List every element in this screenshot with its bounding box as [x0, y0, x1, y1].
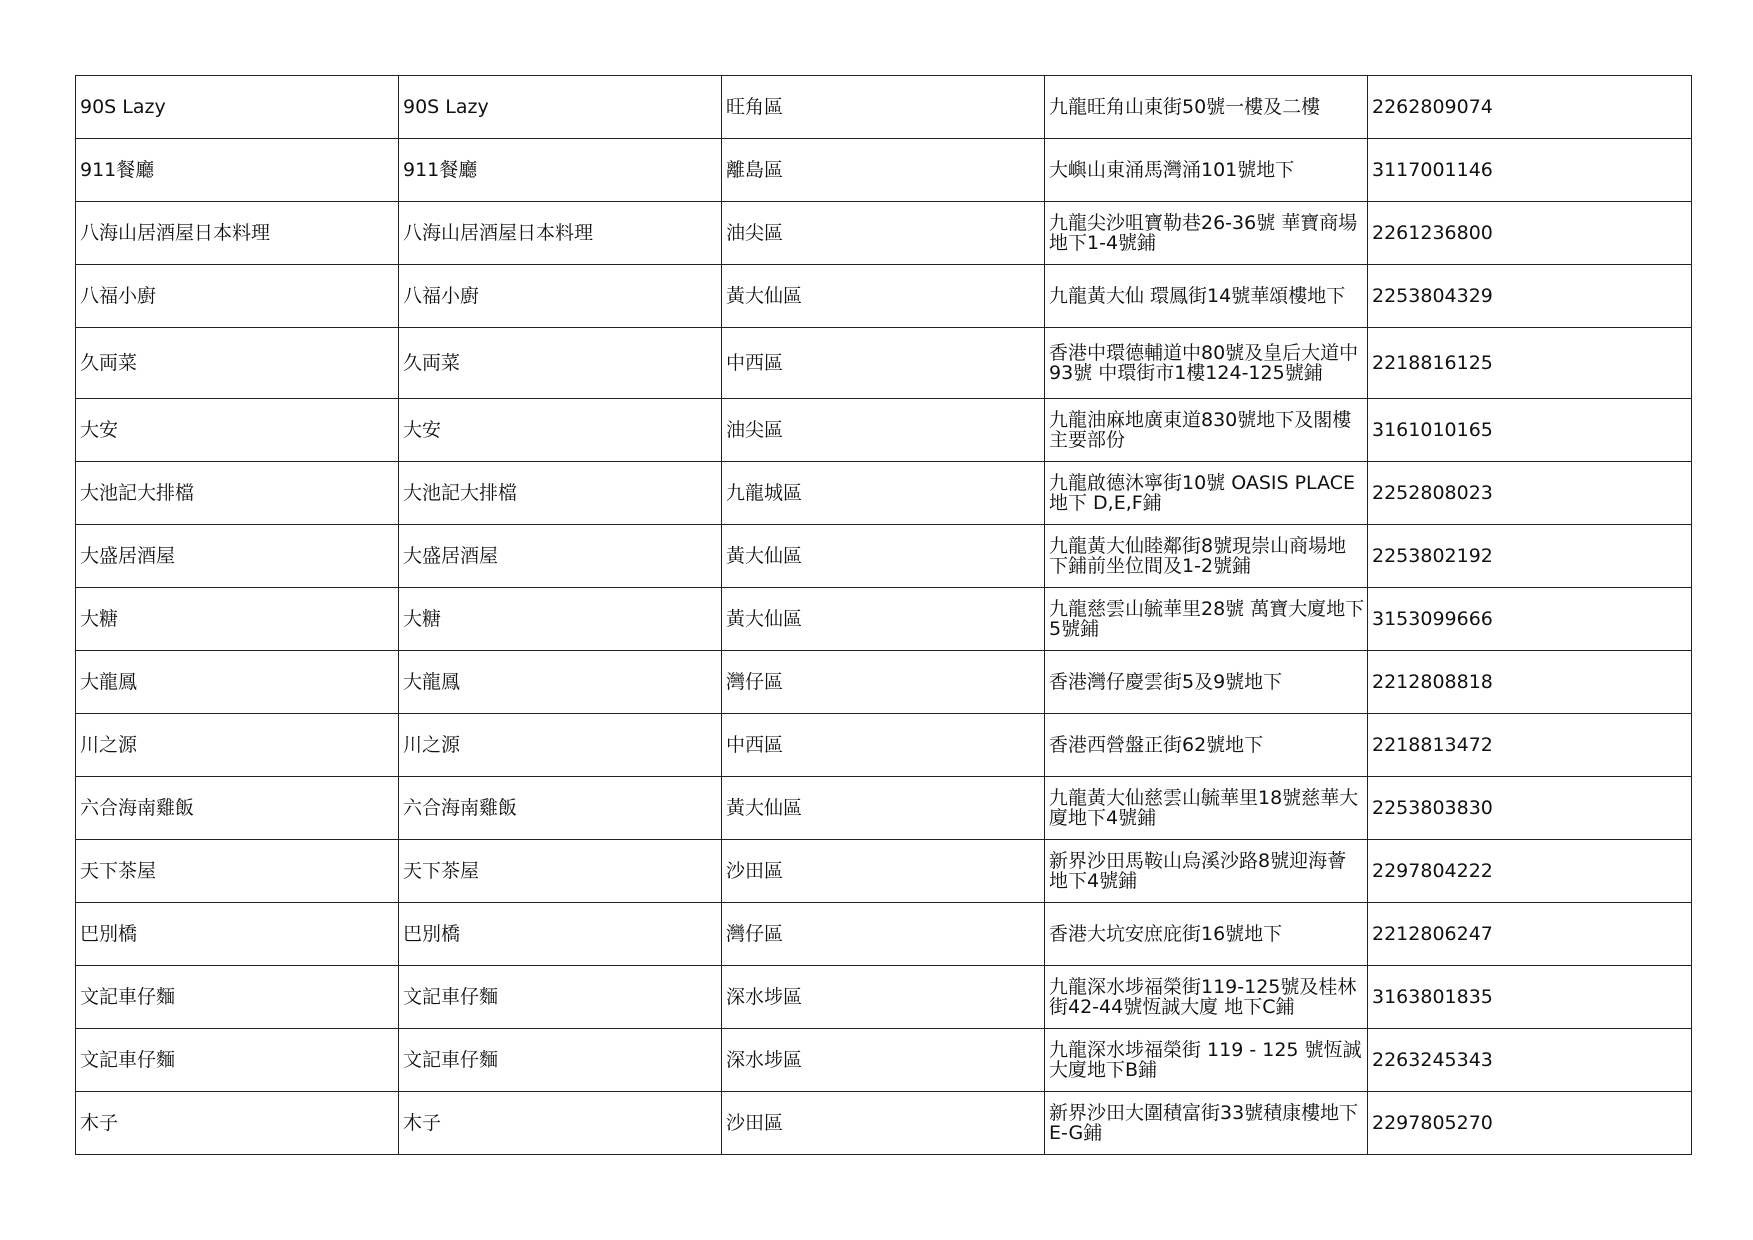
district-cell: 油尖區	[722, 202, 1045, 265]
table-row	[76, 1092, 1692, 1155]
restaurant-name-cell: 巴別橋	[76, 903, 399, 966]
table-row	[76, 903, 1692, 966]
phone-cell: 2297804222	[1368, 840, 1692, 903]
restaurant-name-cell: 文記車仔麵	[76, 966, 399, 1029]
restaurant-name-alt-cell: 天下茶屋	[399, 840, 722, 903]
table-row	[76, 777, 1692, 840]
restaurant-name-alt-cell: 木子	[399, 1092, 722, 1155]
restaurant-name-cell: 川之源	[76, 714, 399, 777]
address-cell: 九龍旺角山東街50號一樓及二樓	[1045, 76, 1368, 139]
restaurant-name-cell: 木子	[76, 1092, 399, 1155]
restaurant-name-alt-cell: 大龍鳳	[399, 651, 722, 714]
district-cell: 灣仔區	[722, 651, 1045, 714]
table-row	[76, 1029, 1692, 1092]
restaurant-name-cell: 六合海南雞飯	[76, 777, 399, 840]
address-cell: 九龍黃大仙 環鳳街14號華頌樓地下	[1045, 265, 1368, 328]
district-cell: 中西區	[722, 714, 1045, 777]
district-cell: 黃大仙區	[722, 777, 1045, 840]
restaurant-name-cell: 八海山居酒屋日本料理	[76, 202, 399, 265]
table-row	[76, 202, 1692, 265]
phone-cell: 2253804329	[1368, 265, 1692, 328]
restaurant-name-cell: 90S Lazy	[76, 76, 399, 139]
district-cell: 沙田區	[722, 840, 1045, 903]
phone-cell: 3163801835	[1368, 966, 1692, 1029]
restaurant-name-alt-cell: 大安	[399, 399, 722, 462]
phone-cell: 2297805270	[1368, 1092, 1692, 1155]
restaurant-table	[75, 75, 1692, 1155]
phone-cell: 3161010165	[1368, 399, 1692, 462]
phone-cell: 2263245343	[1368, 1029, 1692, 1092]
table-row	[76, 328, 1692, 399]
restaurant-name-alt-cell: 90S Lazy	[399, 76, 722, 139]
phone-cell: 2262809074	[1368, 76, 1692, 139]
restaurant-name-cell: 天下茶屋	[76, 840, 399, 903]
address-cell: 香港西營盤正街62號地下	[1045, 714, 1368, 777]
restaurant-name-cell: 久両菜	[76, 328, 399, 399]
table-row	[76, 840, 1692, 903]
restaurant-name-cell: 大安	[76, 399, 399, 462]
restaurant-name-alt-cell: 大盛居酒屋	[399, 525, 722, 588]
district-cell: 中西區	[722, 328, 1045, 399]
table-body	[76, 76, 1692, 1155]
table-row	[76, 76, 1692, 139]
table-row	[76, 399, 1692, 462]
restaurant-name-cell: 大池記大排檔	[76, 462, 399, 525]
restaurant-name-alt-cell: 巴別橋	[399, 903, 722, 966]
phone-cell: 2212806247	[1368, 903, 1692, 966]
district-cell: 灣仔區	[722, 903, 1045, 966]
address-cell: 新界沙田大圍積富街33號積康樓地下E-G鋪	[1045, 1092, 1368, 1155]
address-cell: 九龍慈雲山毓華里28號 萬寶大廈地下5號鋪	[1045, 588, 1368, 651]
address-cell: 香港中環德輔道中80號及皇后大道中93號 中環街市1樓124-125號鋪	[1045, 328, 1368, 399]
restaurant-name-alt-cell: 大池記大排檔	[399, 462, 722, 525]
restaurant-name-alt-cell: 八福小廚	[399, 265, 722, 328]
restaurant-name-cell: 911餐廳	[76, 139, 399, 202]
district-cell: 沙田區	[722, 1092, 1045, 1155]
table-row	[76, 462, 1692, 525]
district-cell: 黃大仙區	[722, 265, 1045, 328]
district-cell: 油尖區	[722, 399, 1045, 462]
district-cell: 深水埗區	[722, 966, 1045, 1029]
restaurant-name-alt-cell: 川之源	[399, 714, 722, 777]
address-cell: 九龍啟德沐寧街10號 OASIS PLACE地下 D,E,F鋪	[1045, 462, 1368, 525]
district-cell: 旺角區	[722, 76, 1045, 139]
district-cell: 九龍城區	[722, 462, 1045, 525]
table-row	[76, 714, 1692, 777]
table-row	[76, 966, 1692, 1029]
district-cell: 黃大仙區	[722, 525, 1045, 588]
phone-cell: 2261236800	[1368, 202, 1692, 265]
table-row	[76, 525, 1692, 588]
restaurant-name-alt-cell: 大糖	[399, 588, 722, 651]
address-cell: 九龍油麻地廣東道830號地下及閣樓主要部份	[1045, 399, 1368, 462]
address-cell: 九龍黃大仙慈雲山毓華里18號慈華大廈地下4號鋪	[1045, 777, 1368, 840]
restaurant-name-alt-cell: 文記車仔麵	[399, 1029, 722, 1092]
phone-cell: 2252808023	[1368, 462, 1692, 525]
restaurant-name-cell: 八福小廚	[76, 265, 399, 328]
district-cell: 離島區	[722, 139, 1045, 202]
district-cell: 黃大仙區	[722, 588, 1045, 651]
table-row	[76, 588, 1692, 651]
address-cell: 新界沙田馬鞍山烏溪沙路8號迎海薈地下4號鋪	[1045, 840, 1368, 903]
restaurant-name-alt-cell: 文記車仔麵	[399, 966, 722, 1029]
address-cell: 香港大坑安庶庇街16號地下	[1045, 903, 1368, 966]
phone-cell: 2253803830	[1368, 777, 1692, 840]
phone-cell: 2212808818	[1368, 651, 1692, 714]
restaurant-name-cell: 大龍鳳	[76, 651, 399, 714]
address-cell: 九龍深水埗福榮街 119 - 125 號恆誠大廈地下B鋪	[1045, 1029, 1368, 1092]
restaurant-name-alt-cell: 久両菜	[399, 328, 722, 399]
table-row	[76, 265, 1692, 328]
restaurant-name-cell: 大盛居酒屋	[76, 525, 399, 588]
address-cell: 大嶼山東涌馬灣涌101號地下	[1045, 139, 1368, 202]
phone-cell: 3153099666	[1368, 588, 1692, 651]
district-cell: 深水埗區	[722, 1029, 1045, 1092]
restaurant-name-alt-cell: 六合海南雞飯	[399, 777, 722, 840]
address-cell: 九龍黃大仙睦鄰街8號現崇山商場地下鋪前坐位間及1-2號鋪	[1045, 525, 1368, 588]
phone-cell: 2218813472	[1368, 714, 1692, 777]
restaurant-name-alt-cell: 911餐廳	[399, 139, 722, 202]
address-cell: 九龍尖沙咀寶勒巷26-36號 華寶商場地下1-4號鋪	[1045, 202, 1368, 265]
table-row	[76, 651, 1692, 714]
table-row	[76, 139, 1692, 202]
phone-cell: 2218816125	[1368, 328, 1692, 399]
address-cell: 九龍深水埗福榮街119-125號及桂林街42-44號恆誠大廈 地下C鋪	[1045, 966, 1368, 1029]
restaurant-name-cell: 文記車仔麵	[76, 1029, 399, 1092]
restaurant-name-cell: 大糖	[76, 588, 399, 651]
address-cell: 香港灣仔慶雲街5及9號地下	[1045, 651, 1368, 714]
phone-cell: 2253802192	[1368, 525, 1692, 588]
restaurant-name-alt-cell: 八海山居酒屋日本料理	[399, 202, 722, 265]
document-page	[75, 75, 1691, 1155]
phone-cell: 3117001146	[1368, 139, 1692, 202]
